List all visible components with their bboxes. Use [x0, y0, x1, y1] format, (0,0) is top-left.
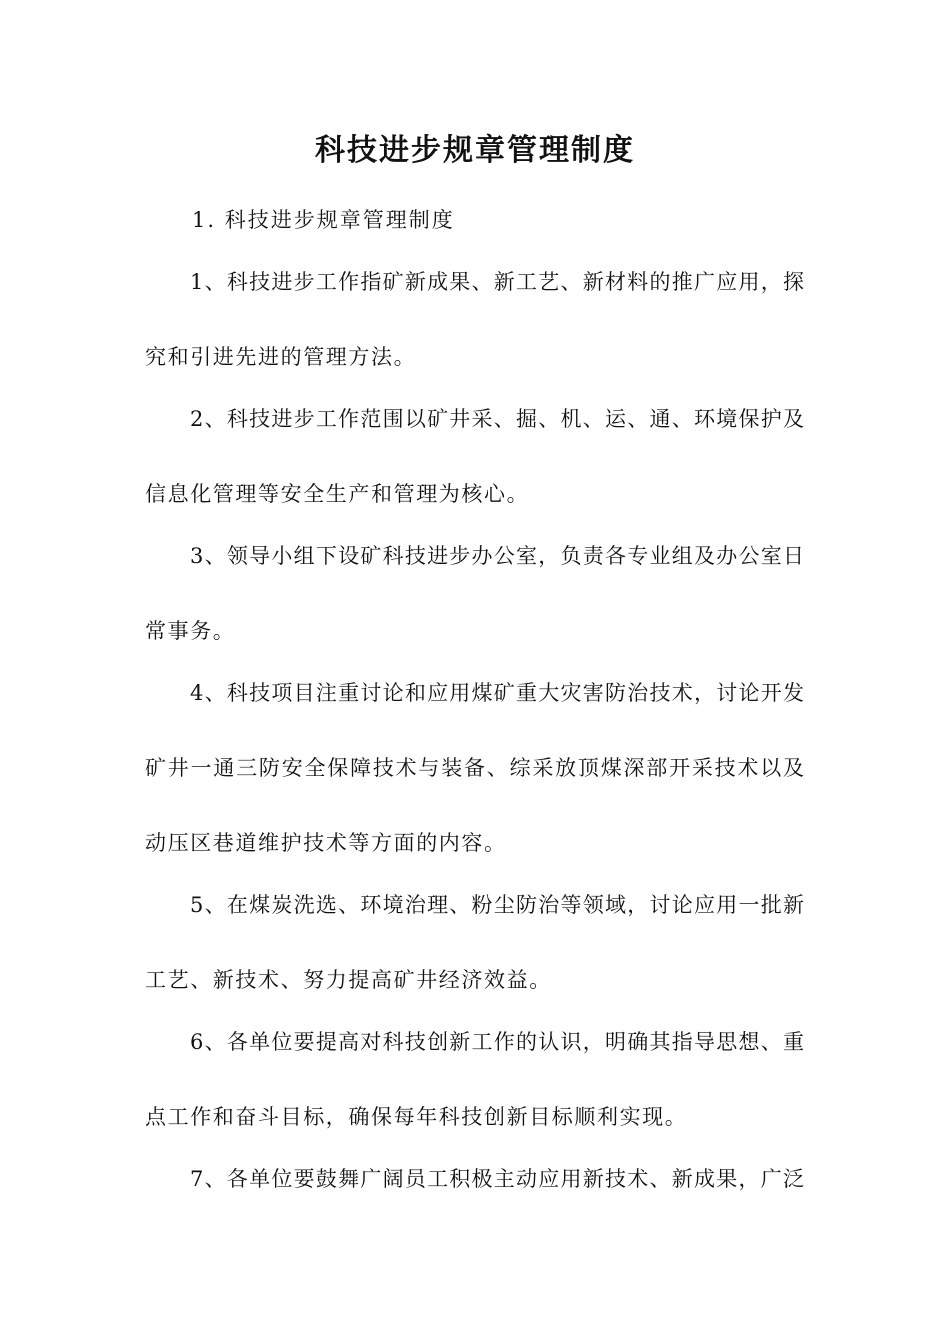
item-6-line-1: 6、各单位要提高对科技创新工作的认识，明确其指导思想、重	[190, 1030, 804, 1054]
item-2-line-2: 信息化管理等安全生产和管理为核心。	[145, 482, 530, 506]
item-5-line-2: 工艺、新技术、努力提高矿井经济效益。	[145, 968, 552, 992]
item-3-line-1: 3、领导小组下设矿科技进步办公室，负责各专业组及办公室日	[190, 544, 804, 568]
item-7-line-1: 7、各单位要鼓舞广阔员工积极主动应用新技术、新成果，广泛	[190, 1167, 804, 1191]
item-5-line-1: 5、在煤炭洗选、环境治理、粉尘防治等领域，讨论应用一批新	[190, 893, 804, 917]
item-4-line-1: 4、科技项目注重讨论和应用煤矿重大灾害防治技术，讨论开发	[190, 681, 804, 705]
section-heading: 1. 科技进步规章管理制度	[192, 208, 455, 232]
item-3-line-2: 常事务。	[145, 619, 236, 643]
item-1-line-2: 究和引进先进的管理方法。	[145, 345, 417, 369]
item-6-line-2: 点工作和奋斗目标，确保每年科技创新目标顺利实现。	[145, 1105, 688, 1129]
item-1-line-1: 1、科技进步工作指矿新成果、新工艺、新材料的推广应用，探	[190, 270, 804, 294]
item-4-line-3: 动压区巷道维护技术等方面的内容。	[145, 831, 507, 855]
item-4-line-2: 矿井一通三防安全保障技术与装备、综采放顶煤深部开采技术以及	[145, 756, 804, 780]
document-title: 科技进步规章管理制度	[315, 133, 635, 168]
item-2-line-1: 2、科技进步工作范围以矿井采、掘、机、运、通、环境保护及	[190, 407, 804, 431]
